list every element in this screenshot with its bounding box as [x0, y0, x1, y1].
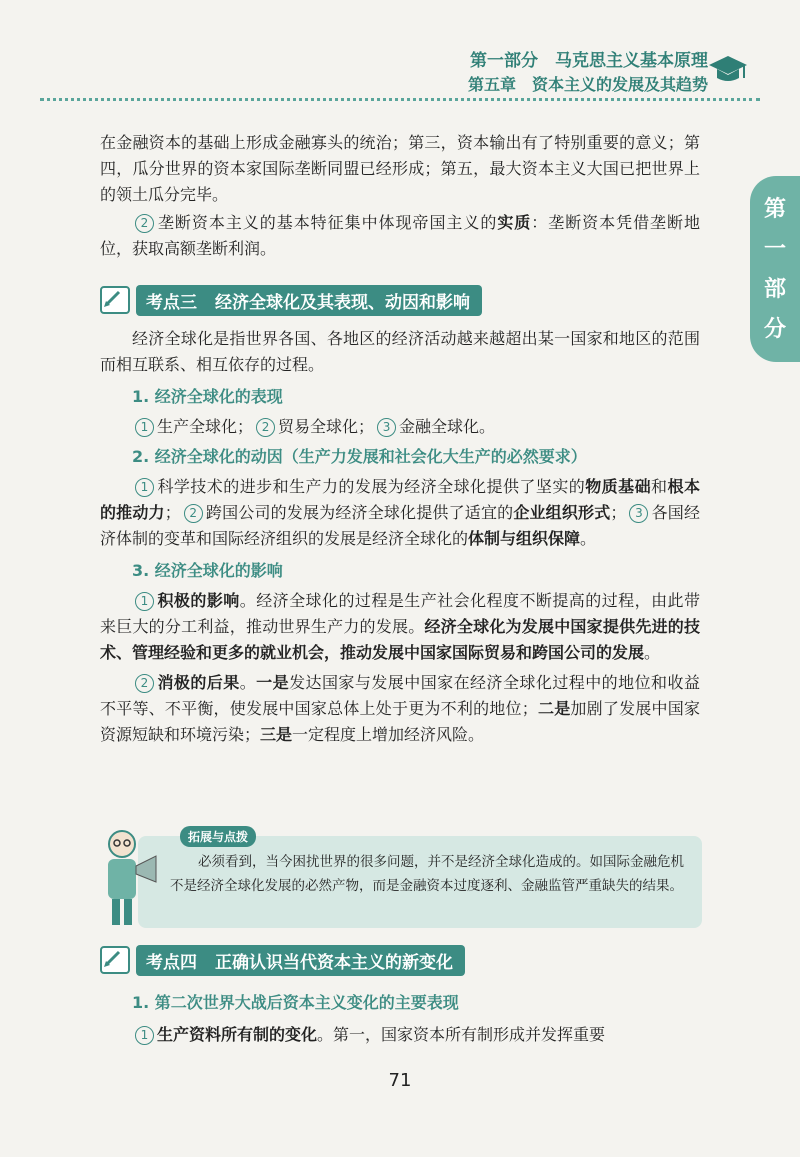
s1-items: 1 生产全球化； 2 贸易全球化； 3 金融全球化。 [100, 414, 700, 440]
s2-heading: 2. 经济全球化的动因（生产力发展和社会化大生产的必然要求） [132, 447, 587, 466]
intro-paragraph: 在金融资本的基础上形成金融寡头的统治；第三，资本输出有了特别重要的意义；第四，瓜分世界的资本家国际垄断同盟已经形成；第五，最大资本主义大国已把世界上的领土瓜分完毕。 [100, 133, 700, 204]
kd3-heading: 考点三 经济全球化及其表现、动因和影响 [100, 286, 482, 314]
kd3-body [100, 326, 700, 748]
header-chapter: 第五章 资本主义的发展及其趋势 [467, 75, 708, 94]
feature-paragraph: 2 垄断资本主义的基本特征集中体现帝国主义的实质：垄断资本凭借垄断地位，获取高额垄断利润。 [100, 213, 700, 258]
side-section-tab: 第 一 部 分 [750, 176, 800, 362]
pencil-icon [100, 286, 130, 314]
s3-positive: 1 积极的影响。经济全球化的过程是生产社会化程度不断提高的过程，由此带来巨大的分工利益，推动世界生产力的发展。经济全球化为发展中国家提供先进的技术、管理经验和更多的就业机会，推动发展中国家国际贸易和跨国公司的发展。 [100, 591, 700, 662]
graduation-cap-icon [708, 54, 748, 86]
s4-heading: 1. 第二次世界大战后资本主义变化的主要表现 [132, 993, 459, 1012]
tip-box [98, 826, 702, 928]
s1-heading: 1. 经济全球化的表现 [132, 387, 283, 406]
s3-heading: 3. 经济全球化的影响 [132, 561, 283, 580]
header-divider [40, 98, 760, 101]
tip-text: 必须看到，当今困扰世界的很多问题，并不是经济全球化造成的。如国际金融危机不是经济全球化发展的必然产物，而是金融资本过度逐利、金融监管严重缺失的结果。 [170, 854, 684, 894]
s3-negative: 2 消极的后果。一是发达国家与发展中国家在经济全球化过程中的地位和收益不平等、不平衡，使发展中国家总体上处于更为不利的地位；二是加剧了发展中国家资源短缺和环境污染；三是一定程度上增加经济风险。 [100, 673, 700, 744]
kd4-heading: 考点四 正确认识当代资本主义的新变化 [100, 946, 465, 974]
intro-block [100, 130, 700, 262]
s2-paragraph: 1 科学技术的进步和生产力的发展为经济全球化提供了坚实的物质基础和根本的推动力； 2 跨国公司的发展为经济全球化提供了适宜的企业组织形式； 3 各国经济体制的变革和国际经济组织的发展是经济全球化的体制与组织保障。 [100, 477, 700, 548]
teacher-megaphone-icon [98, 826, 168, 930]
kd3-intro: 经济全球化是指世界各国、各地区的经济活动越来越超出某一国家和地区的范围而相互联系、相互依存的过程。 [100, 329, 700, 374]
header-part: 第一部分 马克思主义基本原理 [470, 51, 708, 71]
kd4-body [100, 988, 700, 1048]
tip-tag: 拓展与点拨 [180, 826, 256, 847]
page-number: 71 [388, 1070, 412, 1091]
pencil-icon [100, 946, 130, 974]
s4-paragraph: 1 生产资料所有制的变化。第一，国家资本所有制形成并发挥重要 [100, 1022, 700, 1048]
